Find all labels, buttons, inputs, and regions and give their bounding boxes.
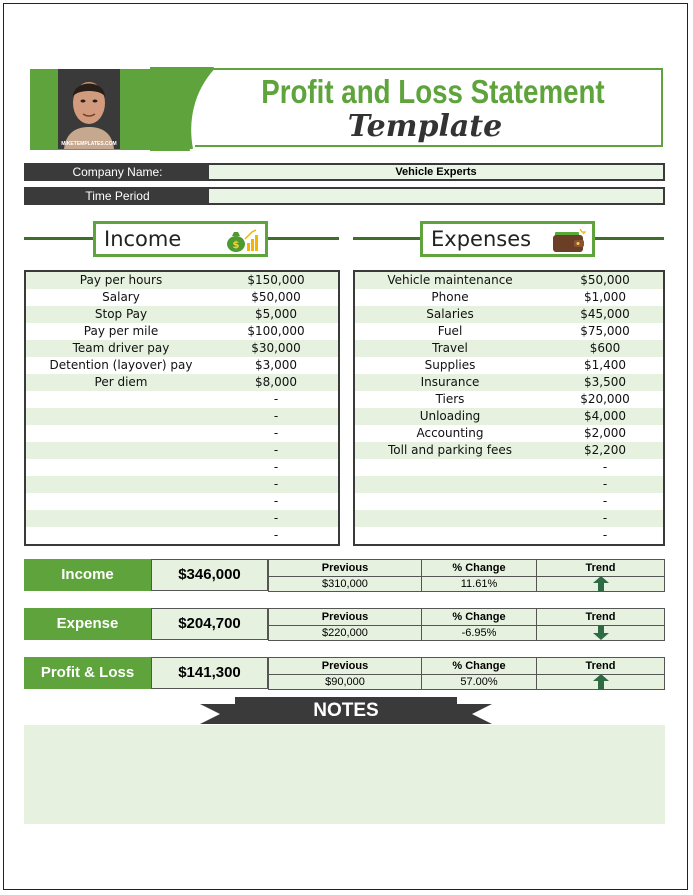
income-summary-label: Income	[24, 559, 151, 591]
expenses-item-value[interactable]: $2,200	[584, 443, 626, 457]
expenses-row	[355, 527, 663, 544]
arrow-up-icon	[537, 674, 664, 690]
income-item-name[interactable]: Team driver pay	[72, 341, 170, 355]
expenses-row	[355, 476, 663, 493]
income-row	[26, 425, 338, 442]
income-row	[26, 408, 338, 425]
income-section-header	[93, 221, 268, 257]
expenses-item-name[interactable]: Phone	[431, 290, 469, 304]
expenses-row	[355, 289, 663, 306]
arrow-up-icon	[537, 576, 664, 592]
page-subtitle: Template	[347, 109, 503, 144]
expenses-row	[355, 374, 663, 391]
expenses-item-value[interactable]: $50,000	[580, 273, 630, 287]
expenses-item-value[interactable]: $1,000	[584, 290, 626, 304]
summary-header-trend: Trend	[585, 611, 616, 623]
income-row	[26, 510, 338, 527]
photo-caption: MIKETEMPLATES.COM	[61, 141, 117, 147]
income-item-value[interactable]: $5,000	[255, 307, 297, 321]
expenses-row	[355, 306, 663, 323]
income-item-value[interactable]: -	[273, 409, 279, 423]
summary-header-previous: Previous	[269, 560, 422, 576]
income-item-value[interactable]: $3,000	[255, 358, 297, 372]
income-item-name[interactable]: Per diem	[94, 375, 148, 389]
expenses-item-value[interactable]: $75,000	[580, 324, 630, 338]
summary-header-change: % Change	[422, 609, 537, 625]
income-item-value[interactable]: -	[273, 426, 279, 440]
expenses-item-name[interactable]: Supplies	[424, 358, 476, 372]
income-item-value[interactable]: -	[273, 460, 279, 474]
summary-header-previous: Previous	[269, 658, 422, 674]
svg-text:$: $	[232, 240, 240, 251]
expenses-item-name[interactable]: Toll and parking fees	[388, 443, 512, 457]
expenses-row	[355, 425, 663, 442]
expenses-row	[355, 459, 663, 476]
expenses-item-name[interactable]: Tiers	[435, 392, 465, 406]
expenses-table	[353, 270, 665, 546]
expenses-row	[355, 408, 663, 425]
expenses-divider-right	[594, 237, 664, 240]
arrow-down-icon	[537, 625, 664, 641]
income-summary-total: $346,000	[151, 559, 268, 591]
profit-loss-change-value: 57.00%	[422, 674, 537, 690]
income-previous-value: $310,000	[269, 576, 422, 592]
income-change-value: 11.61%	[422, 576, 537, 592]
company-name-row	[24, 163, 665, 181]
income-row	[26, 374, 338, 391]
expenses-row	[355, 442, 663, 459]
income-item-name[interactable]: Pay per mile	[83, 324, 159, 338]
income-divider-left	[24, 237, 94, 240]
expenses-section-header	[420, 221, 595, 257]
expenses-item-value[interactable]: $1,400	[584, 358, 626, 372]
expenses-row	[355, 391, 663, 408]
expenses-section-title: Expenses	[431, 227, 532, 251]
income-item-value[interactable]: -	[273, 494, 279, 508]
income-item-value[interactable]: $8,000	[255, 375, 297, 389]
expenses-item-name[interactable]: Vehicle maintenance	[387, 273, 513, 287]
expenses-row	[355, 493, 663, 510]
income-row	[26, 306, 338, 323]
expenses-item-name[interactable]: Fuel	[437, 324, 463, 338]
profile-photo	[58, 69, 120, 149]
company-name-label: Company Name:	[26, 165, 209, 179]
expenses-item-name[interactable]: Salaries	[426, 307, 474, 321]
income-item-value[interactable]: -	[273, 511, 279, 525]
expenses-row	[355, 510, 663, 527]
summary-header-change: % Change	[422, 658, 537, 674]
income-item-name[interactable]: Pay per hours	[79, 273, 163, 287]
profit-loss-summary-label: Profit & Loss	[24, 657, 151, 689]
expenses-item-name[interactable]: Insurance	[420, 375, 480, 389]
profit-loss-summary-total: $141,300	[151, 657, 268, 689]
time-period-label: Time Period	[26, 189, 209, 203]
expenses-item-name[interactable]: Unloading	[419, 409, 481, 423]
expenses-item-value[interactable]: $45,000	[580, 307, 630, 321]
expenses-item-value[interactable]: -	[602, 494, 608, 508]
income-item-value[interactable]: $100,000	[247, 324, 305, 338]
expense-summary-total: $204,700	[151, 608, 268, 640]
income-item-value[interactable]: $50,000	[251, 290, 301, 304]
company-name-field[interactable]: Vehicle Experts	[209, 165, 663, 179]
income-item-value[interactable]: $150,000	[247, 273, 305, 287]
income-item-value[interactable]: $30,000	[251, 341, 301, 355]
expenses-item-value[interactable]: -	[602, 477, 608, 491]
header-swoosh-overlay	[150, 67, 250, 151]
income-row	[26, 459, 338, 476]
income-section-title: Income	[104, 227, 182, 251]
notes-title: NOTES	[235, 697, 457, 724]
income-row	[26, 442, 338, 459]
page-title: Profit and Loss Statement	[261, 73, 605, 110]
expenses-row	[355, 323, 663, 340]
wallet-icon	[552, 227, 586, 253]
money-bag-growth-icon	[225, 227, 259, 253]
time-period-field[interactable]	[209, 189, 663, 203]
income-divider-right	[268, 237, 339, 240]
income-row	[26, 323, 338, 340]
income-item-name[interactable]: Salary	[102, 290, 140, 304]
expense-change-value: -6.95%	[422, 625, 537, 641]
income-item-value[interactable]: -	[273, 528, 279, 542]
summary-header-previous: Previous	[269, 609, 422, 625]
expenses-row	[355, 272, 663, 289]
expense-summary-grid	[268, 608, 665, 641]
expense-summary-label: Expense	[24, 608, 151, 640]
expenses-divider-left	[353, 237, 421, 240]
income-row	[26, 289, 338, 306]
profit-loss-summary-grid	[268, 657, 665, 690]
summary-header-change: % Change	[422, 560, 537, 576]
income-item-name[interactable]: Stop Pay	[94, 307, 148, 321]
income-item-value[interactable]: -	[273, 392, 279, 406]
income-table	[24, 270, 340, 546]
income-row	[26, 340, 338, 357]
income-row	[26, 476, 338, 493]
expenses-item-value[interactable]: -	[602, 511, 608, 525]
expenses-row	[355, 340, 663, 357]
summary-header-trend: Trend	[585, 660, 616, 672]
income-row	[26, 272, 338, 289]
expenses-item-value[interactable]: $2,000	[584, 426, 626, 440]
expenses-item-value[interactable]: $4,000	[584, 409, 626, 423]
expenses-item-name[interactable]: Travel	[432, 341, 468, 355]
expenses-row	[355, 357, 663, 374]
notes-textarea[interactable]	[24, 725, 665, 824]
expenses-item-value[interactable]: -	[602, 460, 608, 474]
income-row	[26, 391, 338, 408]
expenses-item-value[interactable]: $3,500	[584, 375, 626, 389]
income-row	[26, 357, 338, 374]
expenses-item-value[interactable]: -	[602, 528, 608, 542]
income-row	[26, 493, 338, 510]
profit-loss-previous-value: $90,000	[269, 674, 422, 690]
income-item-value[interactable]: -	[273, 477, 279, 491]
expenses-item-value[interactable]: $600	[589, 341, 621, 355]
time-period-row	[24, 187, 665, 205]
income-item-name[interactable]: Detention (layover) pay	[49, 358, 193, 372]
income-summary-grid	[268, 559, 665, 592]
income-item-value[interactable]: -	[273, 443, 279, 457]
expenses-item-value[interactable]: $20,000	[580, 392, 630, 406]
expense-previous-value: $220,000	[269, 625, 422, 641]
summary-header-trend: Trend	[585, 562, 616, 574]
income-row	[26, 527, 338, 544]
expenses-item-name[interactable]: Accounting	[416, 426, 484, 440]
